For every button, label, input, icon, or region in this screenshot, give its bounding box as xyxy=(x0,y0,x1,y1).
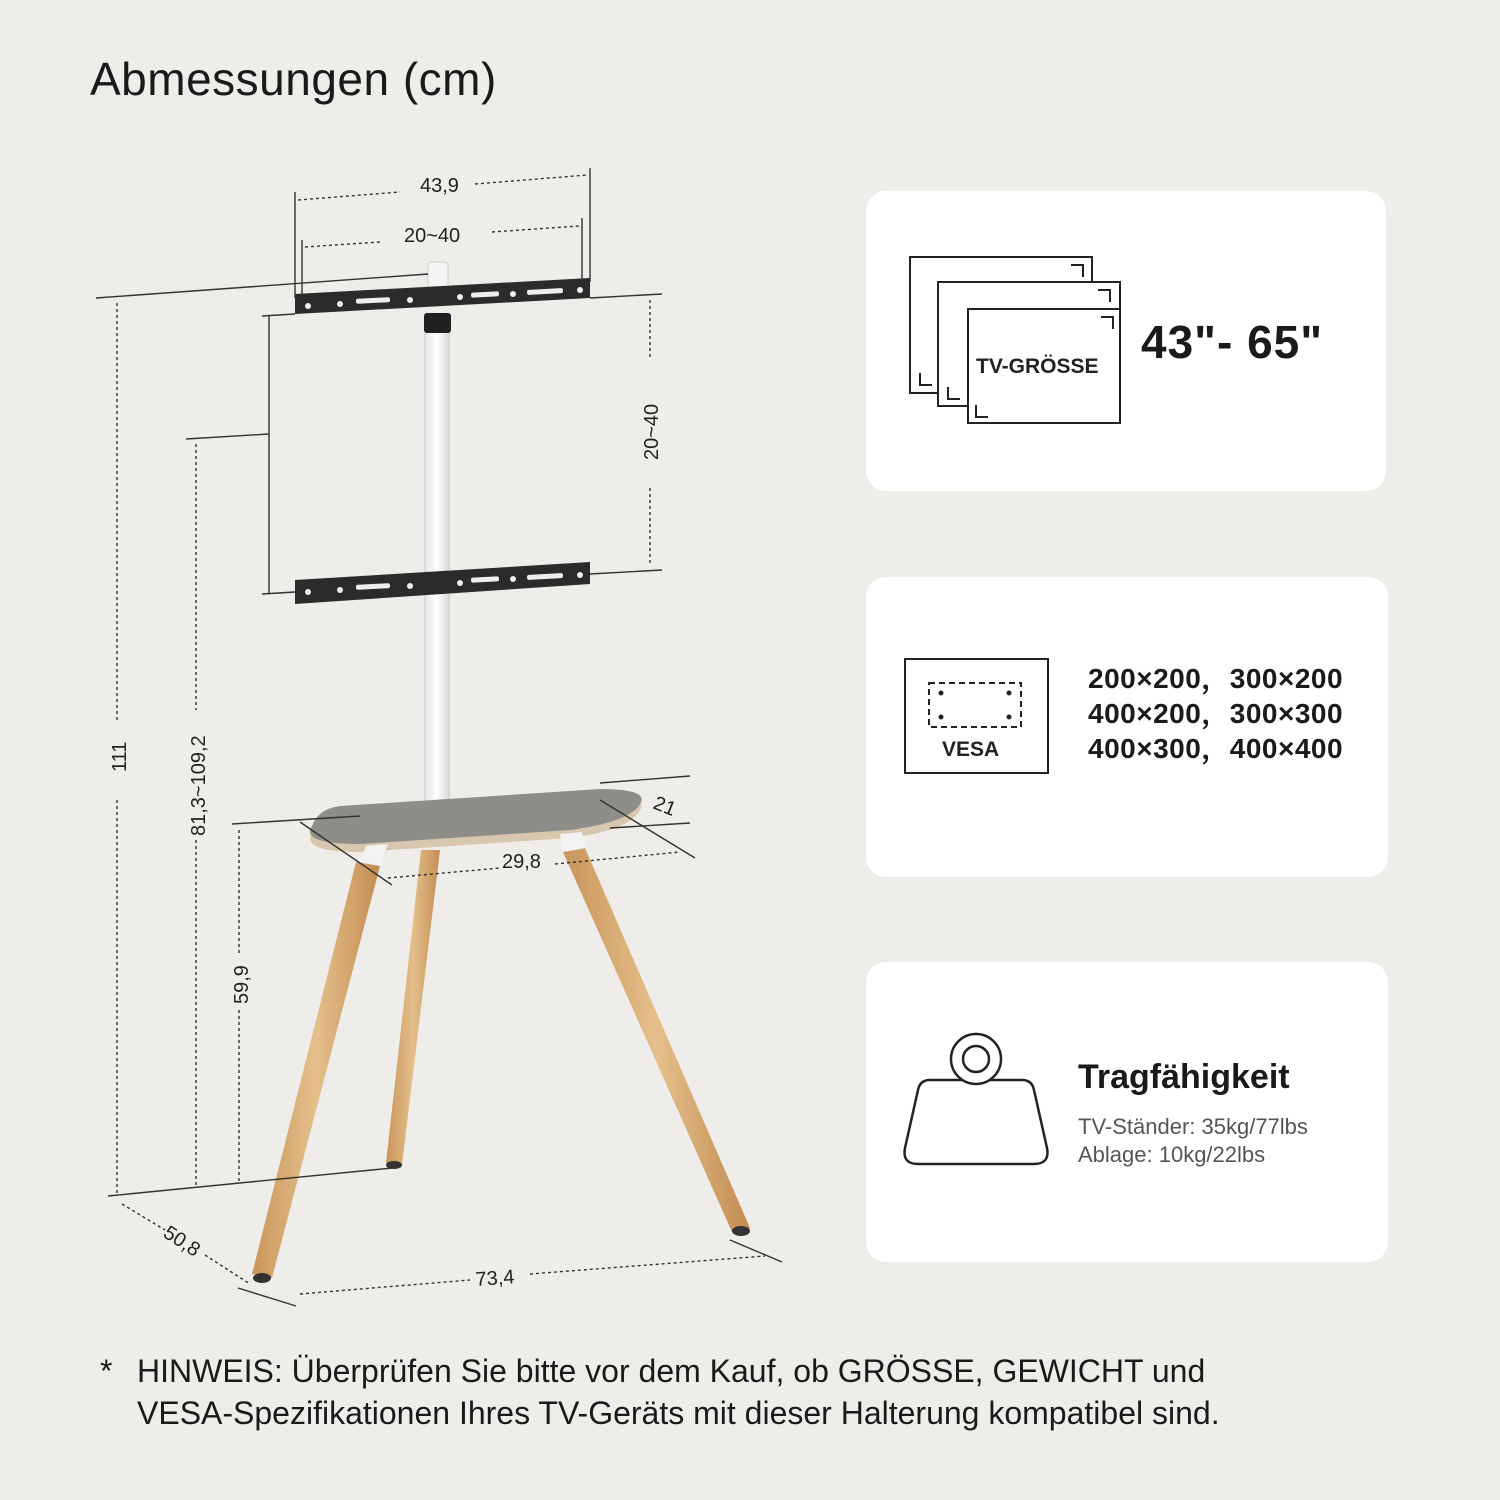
load-capacity-card xyxy=(866,962,1388,1262)
note-line-2: VESA-Spezifikationen Ihres TV-Geräts mit dieser Halterung kompatibel sind. xyxy=(137,1395,1220,1431)
load-shelf: Ablage: 10kg/22lbs xyxy=(1078,1142,1266,1167)
screen-size-icon-label: TV-GRÖSSE xyxy=(976,355,1099,378)
front-leg-right xyxy=(563,848,750,1236)
weight-icon xyxy=(902,1032,1052,1168)
dim-vesa-horizontal: 20~40 xyxy=(404,225,461,247)
center-pole xyxy=(425,325,449,815)
dim-shelf-depth: 21 xyxy=(650,792,679,821)
dim-base-width: 73,4 xyxy=(474,1266,516,1291)
vesa-icon xyxy=(904,658,1050,776)
dim-shelf-height: 59,9 xyxy=(231,965,253,1004)
vesa-icon-label: VESA xyxy=(942,738,1000,761)
note-asterisk: * xyxy=(100,1353,113,1389)
dim-bracket-width: 43,9 xyxy=(420,175,459,197)
shelf xyxy=(310,789,642,866)
load-tv-stand: TV-Ständer: 35kg/77lbs xyxy=(1078,1114,1308,1139)
vesa-patterns-list xyxy=(1088,661,1343,766)
screen-size-icon xyxy=(908,255,1124,427)
dim-mount-height: 81,3~109,2 xyxy=(188,735,210,836)
dim-vesa-vertical: 20~40 xyxy=(641,403,663,460)
vesa-row: 400×200，300×300 xyxy=(1088,698,1344,729)
vesa-row: 200×200，300×200 xyxy=(1088,663,1344,694)
dim-total-height: 111 xyxy=(109,741,131,772)
vesa-card xyxy=(866,577,1388,877)
page-title: Abmessungen (cm) xyxy=(90,53,497,105)
vesa-row: 400×300，400×400 xyxy=(1088,733,1344,764)
tv-size-value: 43"- 65" xyxy=(1141,316,1324,368)
load-title: Tragfähigkeit xyxy=(1078,1058,1290,1096)
back-leg xyxy=(386,850,440,1169)
dim-base-depth: 50,8 xyxy=(159,1221,204,1262)
note-line-1: HINWEIS: Überprüfen Sie bitte vor dem Kauf, ob GRÖSSE, GEWICHT und xyxy=(137,1353,1206,1389)
tv-size-card xyxy=(866,191,1386,491)
dim-shelf-width: 29,8 xyxy=(502,851,541,873)
front-leg-left xyxy=(252,862,380,1283)
